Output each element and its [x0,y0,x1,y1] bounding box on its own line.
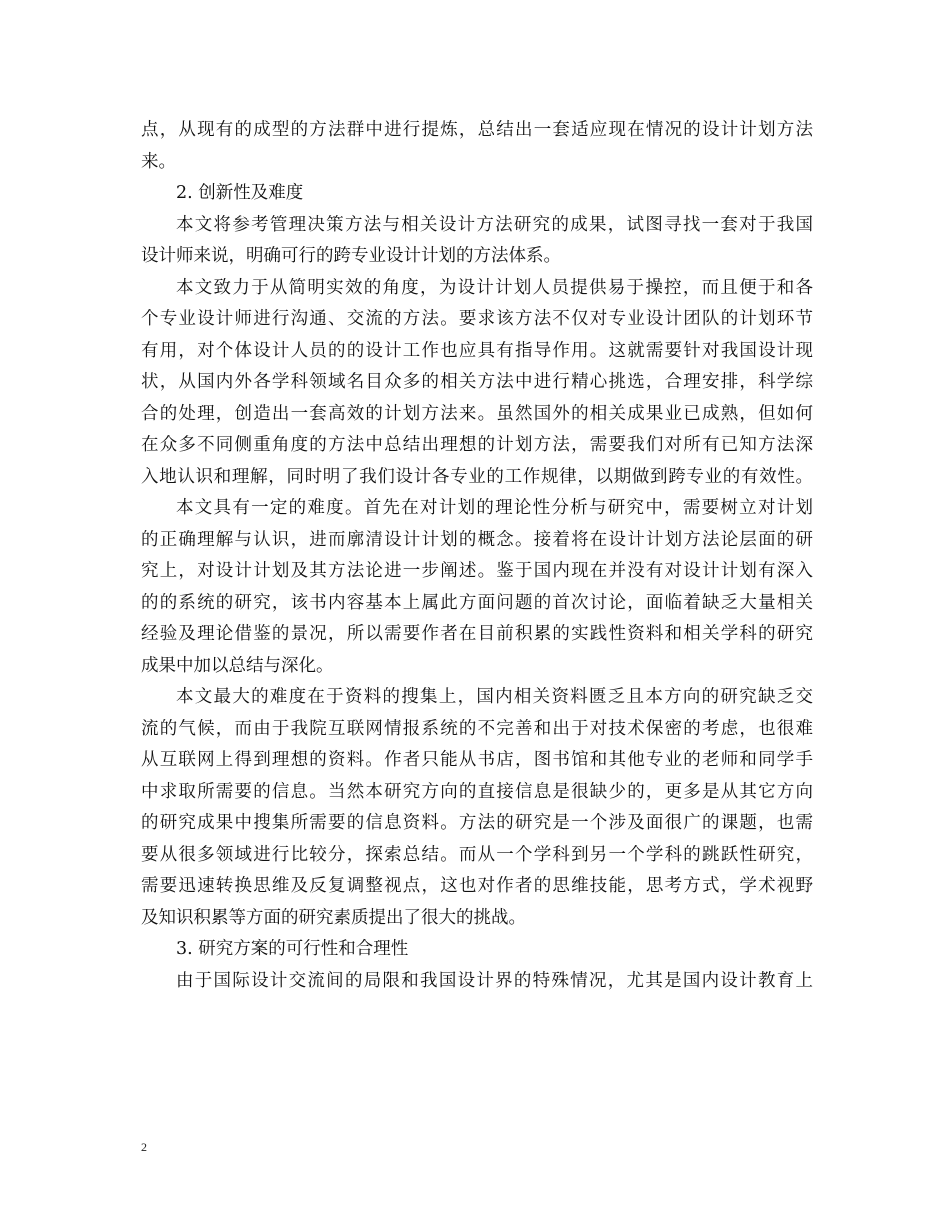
paragraph-line: 合的处理，创造出一套高效的计划方法来。虽然国外的相关成果业已成熟，但如何 [141,403,813,424]
paragraph-line: 点，从现有的成型的方法群中进行提炼，总结出一套适应现在情况的设计计划方法 [141,120,813,140]
page-number: 2 [141,1140,147,1154]
paragraph-line: 要从很多领域进行比较分，探索总结。而从一个学科到另一个学科的跳跃性研究， [141,844,813,865]
paragraph-line: 经验及理论借鉴的景况，所以需要作者在目前积累的实践性资料和相关学科的研究 [141,624,813,644]
paragraph-line: 个专业设计师进行沟通、交流的方法。要求该方法不仅对专业设计团队的计划环节 [141,309,813,329]
paragraph-line: 入地认识和理解，同时明了我们设计各专业的工作规律，以期做到跨专业的有效性。 [141,466,813,487]
paragraph-line: 状，从国内外各学科领域名目众多的相关方法中进行精心挑选，合理安排，科学综 [141,372,813,392]
paragraph-line: 在众多不同侧重角度的方法中总结出理想的计划方法，需要我们对所有已知方法深 [141,435,813,455]
paragraph-line: 由于国际设计交流间的局限和我国设计界的特殊情况，尤其是国内设计教育上 [176,970,813,991]
body-text [141,115,813,997]
paragraph-line: 需要迅速转换思维及反复调整视点，这也对作者的思维技能，思考方式，学术视野 [141,876,813,896]
paragraph-line: 究上，对设计计划及其方法论进一步阐述。鉴于国内现在并没有对设计计划有深入 [141,561,813,581]
paragraph-line: 有用，对个体设计人员的的设计工作也应具有指导作用。这就需要针对我国设计现 [141,340,813,361]
paragraph-line: 中求取所需要的信息。当然本研究方向的直接信息是很缺少的，更多是从其它方向 [141,781,813,802]
section-heading: 2. 创新性及难度 [176,183,304,203]
paragraph-line: 的研究成果中搜集所需要的信息资料。方法的研究是一个涉及面很广的课题，也需 [141,813,813,833]
paragraph-line: 设计师来说，明确可行的跨专业设计计划的方法体系。 [141,246,561,266]
paragraph-line: 的正确理解与认识，进而廓清设计计划的概念。接着将在设计计划方法论层面的研 [141,529,813,550]
paragraph-line: 成果中加以总结与深化。 [141,655,334,676]
paragraph-line: 本文具有一定的难度。首先在对计划的理论性分析与研究中，需要树立对计划 [176,498,813,518]
paragraph-line: 及知识积累等方面的研究素质提出了很大的挑战。 [141,907,526,928]
paragraph-line: 从互联网上得到理想的资料。作者只能从书店，图书馆和其他专业的老师和同学手 [141,750,813,770]
paragraph-line: 本文致力于从简明实效的角度，为设计计划人员提供易于操控，而且便于和各 [176,277,813,298]
section-heading: 3. 研究方案的可行性和合理性 [176,939,409,959]
paragraph-line: 的的系统的研究，该书内容基本上属此方面问题的首次讨论，面临着缺乏大量相关 [141,592,813,613]
paragraph-line: 来。 [141,151,176,172]
paragraph-line: 本文将参考管理决策方法与相关设计方法研究的成果，试图寻找一套对于我国 [176,214,813,235]
paragraph-line: 流的气候，而由于我院互联网情报系统的不完善和出于对技术保密的考虑，也很难 [141,718,813,739]
paragraph-line: 本文最大的难度在于资料的搜集上，国内相关资料匮乏且本方向的研究缺乏交 [176,687,813,707]
